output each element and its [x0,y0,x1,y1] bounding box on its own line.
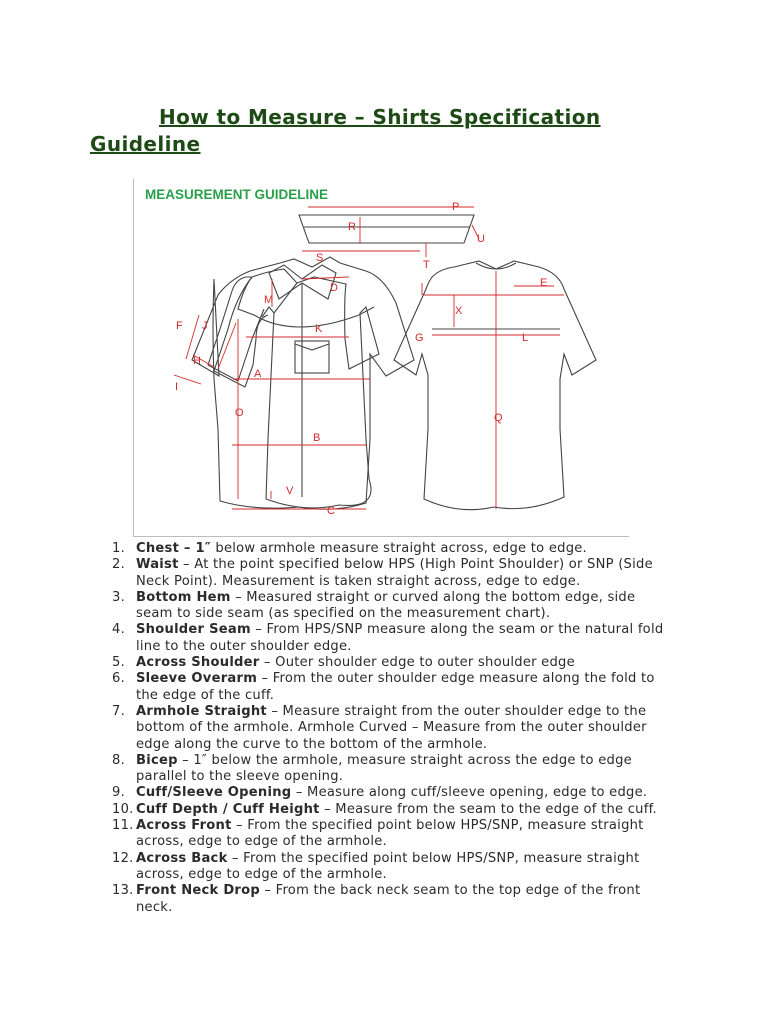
label-h: H [193,355,201,367]
label-f: F [176,320,183,332]
title-line-1: How to Measure – Shirts Specification [159,105,601,129]
label-u: U [477,233,485,245]
label-c: C [327,505,335,517]
shirt-diagram [134,179,629,536]
label-m: M [264,294,274,306]
list-item: 13. Front Neck Drop – From the back neck seam to the top edge of the front neck. [112,883,641,915]
list-item: 1. Chest – 1″ below armhole measure straight across, edge to edge. [112,541,587,556]
list-item: 12. Across Back – From the specified point below HPS/SNP, measure straight across, edge to edge of the armhole. [112,850,640,882]
list-item: 4. Shoulder Seam – From HPS/SNP measure along the seam or the natural fold line to the outer shoulder edge. [112,622,664,654]
label-a: A [254,368,262,380]
list-item: 6. Sleeve Overarm – From the outer shoulder edge measure along the fold to the edge of the cuff. [112,671,655,703]
list-item: 10. Cuff Depth / Cuff Height – Measure from the seam to the edge of the cuff. [112,801,657,817]
back-shirt [394,261,596,510]
label-k: K [315,323,323,335]
label-v: V [286,485,294,497]
list-item: 5. Across Shoulder – Outer shoulder edge to outer shoulder edge [112,655,575,671]
list-item: 7. Armhole Straight – Measure straight from the outer shoulder edge to the bottom of the armhole. Armhole Curved – Measure from the outer shoulder edge along the curve to the bottom of the armhole. [112,703,647,752]
label-l: L [522,332,529,344]
list-item: 8. Bicep – 1″ below the armhole, measure straight across the edge to edge parallel to the sleeve opening. [112,752,632,785]
list-item: 3. Bottom Hem – Measured straight or curved along the bottom edge, side seam to side seam (as specified on the measurement chart). [112,589,636,622]
label-j: J [202,320,208,332]
label-d: D [330,282,338,294]
title-line-2: Guideline [90,132,201,156]
list-item: 11. Across Front – From the specified point below HPS/SNP, measure straight across, edge to edge of the armhole. [112,818,644,850]
page-title [90,104,690,158]
label-t: T [423,259,430,271]
label-x: X [455,305,463,317]
label-p: Q [494,412,503,424]
list-item: 9. Cuff/Sleeve Opening – Measure along cuff/sleeve opening, edge to edge. [112,785,648,801]
label-s: S [316,252,324,264]
figure-heading: MEASUREMENT GUIDELINE [145,187,329,202]
label-e: E [540,277,548,289]
label-i: I [175,381,179,393]
label-r: R [348,221,356,233]
measurement-figure [133,179,629,537]
list-item: 2. Waist – At the point specified below HPS (High Point Shoulder) or SNP (Side Neck Point). Measurement is taken straight across, edge to edge. [112,557,653,589]
label-o: O [235,407,244,419]
collar-shape [299,215,474,243]
label-q: P [452,201,460,213]
label-g: G [415,332,424,344]
measurement-list [108,541,668,916]
label-b: B [313,432,321,444]
